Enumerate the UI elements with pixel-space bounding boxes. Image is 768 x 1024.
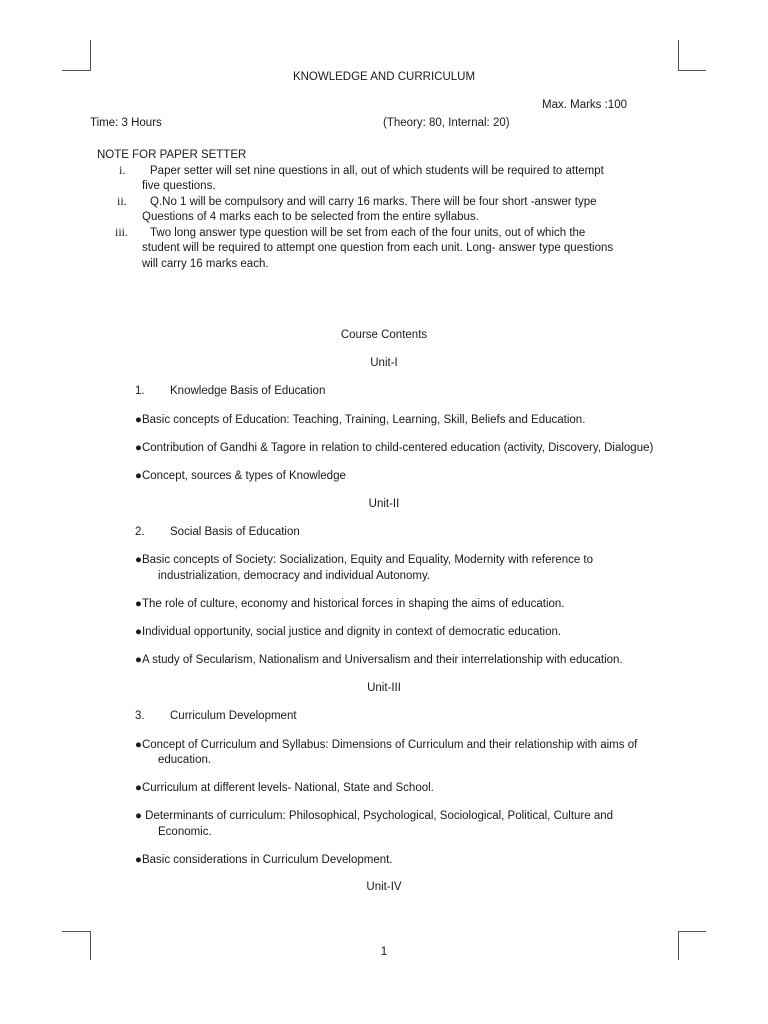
unit-label: Unit-II bbox=[368, 498, 400, 510]
unit-number: 3. bbox=[135, 710, 145, 722]
unit-bullet-continued: Economic. bbox=[158, 826, 212, 838]
unit-bullet: ●A study of Secularism, Nationalism and Universalism and their interrelationship with education. bbox=[135, 654, 623, 666]
unit-number: 1. bbox=[135, 385, 145, 397]
unit-bullet-continued: industrialization, democracy and individual Autonomy. bbox=[158, 570, 431, 582]
document-title: KNOWLEDGE AND CURRICULUM bbox=[292, 71, 476, 83]
note-item-number: iii. bbox=[115, 225, 129, 239]
unit-bullet: ●Individual opportunity, social justice and dignity in context of democratic education. bbox=[135, 626, 562, 638]
note-item-text: Paper setter will set nine questions in all, out of which students will be required to attempt bbox=[150, 165, 604, 177]
unit-bullet: ●Basic considerations in Curriculum Development. bbox=[135, 854, 393, 866]
note-item-text: student will be required to attempt one question from each unit. Long- answer type questions bbox=[142, 242, 614, 254]
course-contents-heading: Course Contents bbox=[340, 329, 428, 341]
unit-bullet: ●Concept of Curriculum and Syllabus: Dimensions of Curriculum and their relationship with aims of bbox=[135, 739, 638, 751]
note-heading: NOTE FOR PAPER SETTER bbox=[97, 149, 247, 161]
note-item-text: Q.No 1 will be compulsory and will carry 16 marks. There will be four short -answer type bbox=[150, 196, 597, 208]
note-item-text: Two long answer type question will be set from each of the four units, out of which the bbox=[150, 227, 586, 239]
unit-number: 2. bbox=[135, 526, 145, 538]
unit-bullet: ●Basic concepts of Education: Teaching, Training, Learning, Skill, Beliefs and Education. bbox=[135, 414, 586, 426]
unit-bullet: ●Concept, sources & types of Knowledge bbox=[135, 470, 346, 482]
note-item-text: will carry 16 marks each. bbox=[142, 258, 269, 270]
page-number: 1 bbox=[380, 944, 388, 958]
unit-label: Unit-IV bbox=[366, 881, 402, 893]
unit-title: Knowledge Basis of Education bbox=[170, 385, 326, 397]
unit-label: Unit-III bbox=[367, 682, 401, 694]
unit-title: Social Basis of Education bbox=[170, 526, 300, 538]
note-item-text: Questions of 4 marks each to be selected from the entire syllabus. bbox=[142, 211, 479, 223]
unit-bullet: ●Basic concepts of Society: Socialization, Equity and Equality, Modernity with reference to bbox=[135, 554, 594, 566]
unit-bullet: ●Curriculum at different levels- National, State and School. bbox=[135, 782, 434, 794]
unit-title: Curriculum Development bbox=[170, 710, 297, 722]
unit-bullet: ●The role of culture, economy and historical forces in shaping the aims of education. bbox=[135, 598, 565, 610]
unit-bullet-continued: education. bbox=[158, 754, 212, 766]
theory-internal-split: (Theory: 80, Internal: 20) bbox=[383, 117, 510, 129]
time-allowed: Time: 3 Hours bbox=[90, 117, 162, 129]
note-item-number: ii. bbox=[117, 194, 127, 208]
note-item-text: five questions. bbox=[142, 180, 216, 192]
max-marks: Max. Marks :100 bbox=[542, 99, 627, 111]
unit-bullet: ● Determinants of curriculum: Philosophical, Psychological, Sociological, Political, Culture and bbox=[135, 810, 614, 822]
unit-bullet: ●Contribution of Gandhi & Tagore in relation to child-centered education (activity, Discovery, Dialogue) bbox=[135, 442, 654, 454]
note-item-number: i. bbox=[119, 163, 126, 177]
unit-label: Unit-I bbox=[370, 357, 398, 369]
